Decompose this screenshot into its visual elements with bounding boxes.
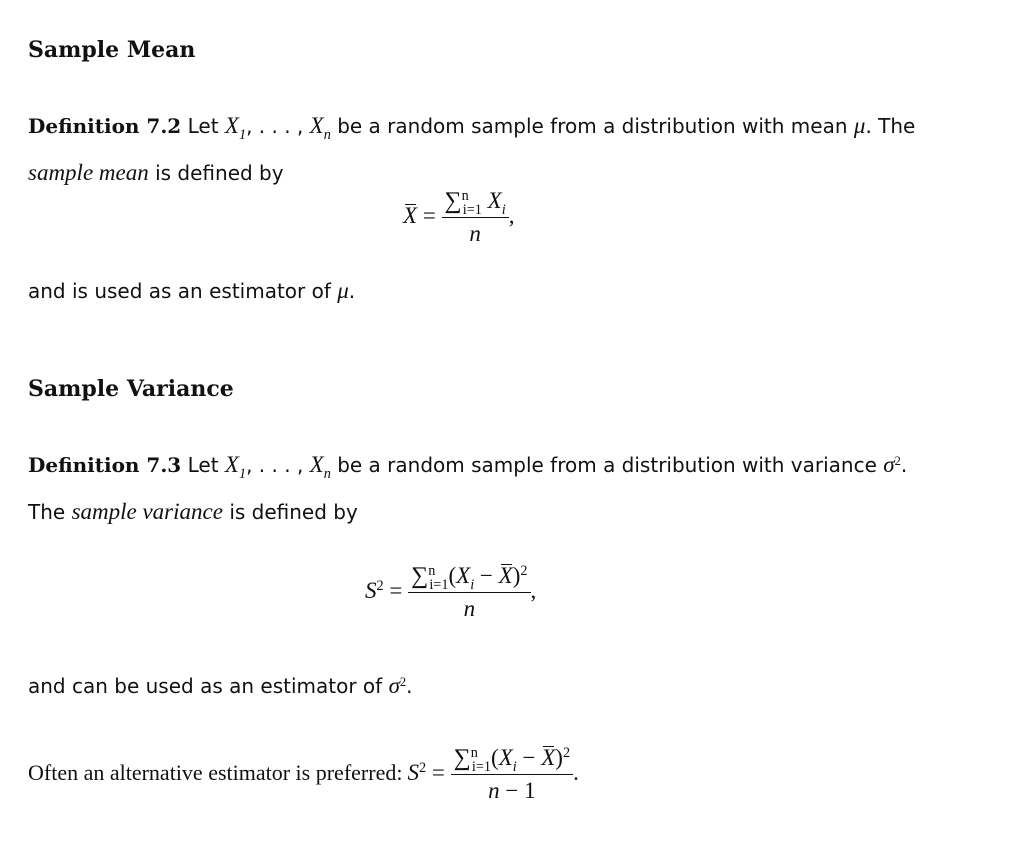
sample-variance-after-text: and can be used as an estimator of $\sigma^2$. <box>28 673 413 698</box>
definition-7-2-line2 <box>28 160 284 186</box>
sample-mean-after-text: and is used as an estimator of μ. <box>28 278 356 303</box>
alternative-denominator: n − 1 <box>488 778 536 803</box>
definition-7-3-label: Definition 7.3 <box>28 453 182 477</box>
definition-7-3-line2: The sample variance is defined by <box>28 499 358 524</box>
sample-variance-denominator: n <box>463 596 476 621</box>
defined-by-text: is defined by <box>229 500 358 524</box>
definition-7-2-label: Definition 7.2 <box>28 114 182 138</box>
sample-mean-term: sample mean <box>28 160 149 185</box>
definition-7-3-text: Let $X_1$, . . . , $X_n$ be a random sample from a distribution with variance $\sigma^2$. <box>187 452 908 482</box>
alternative-numerator: $\sum^n_{i=1}(X_i - X)^2$ <box>451 745 573 775</box>
definition-7-3-line1 <box>28 452 908 482</box>
defined-by-text: is defined by <box>155 161 284 185</box>
sample-mean-formula: X = $\frac{\sum^n_{i=1} X_i}{n}$ , <box>403 188 515 246</box>
alternative-estimator-line: Often an alternative estimator is preferred: $S^2$ = $\frac{\sum^n_{i=1}(X_i - X)^2}{n - 1}$ . <box>28 745 579 803</box>
sample-mean-denominator: n <box>469 221 481 246</box>
definition-7-2-line1 <box>28 113 916 143</box>
sample-variance-heading: Sample Variance <box>28 376 234 402</box>
alternative-estimator-text: Often an alternative estimator is preferred: <box>28 759 403 785</box>
sample-variance-numerator: $\sum^n_{i=1}(X_i - X)^2$ <box>408 563 530 593</box>
sample-mean-heading: Sample Mean <box>28 37 196 63</box>
sample-mean-numerator: ∑$^n_{i=1}$ $X_i$ <box>442 188 509 218</box>
sample-variance-term: sample variance <box>71 499 223 524</box>
definition-7-2-text: Let $X_1$, . . . , $X_n$ be a random sample from a distribution with mean μ. The <box>187 113 916 143</box>
sample-variance-formula: $S^2$ = $\frac{\sum^n_{i=1}(X_i - X)^2}{n}$ , <box>365 563 537 621</box>
